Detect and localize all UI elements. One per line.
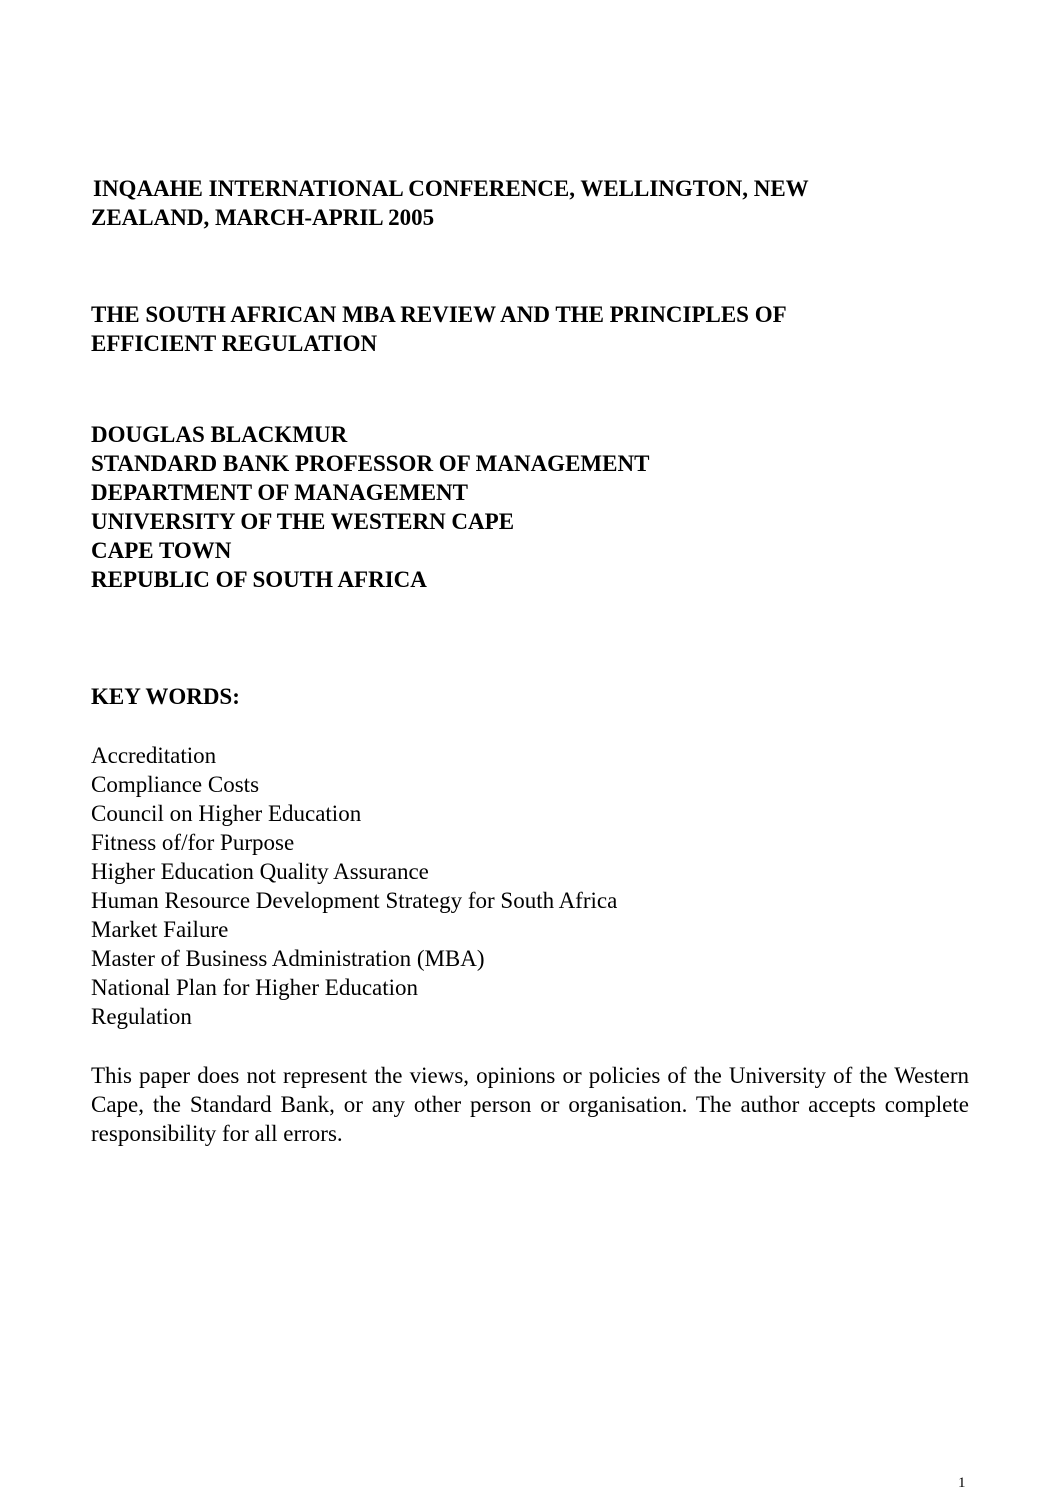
keyword-item: Compliance Costs [91, 772, 260, 797]
keywords-list [91, 741, 971, 1031]
author-country: REPUBLIC OF SOUTH AFRICA [91, 567, 427, 592]
keyword-item: Regulation [91, 1004, 192, 1029]
author-position: STANDARD BANK PROFESSOR OF MANAGEMENT [91, 451, 650, 476]
author-name: DOUGLAS BLACKMUR [91, 422, 348, 447]
keyword-item: Higher Education Quality Assurance [91, 859, 429, 884]
title-line: EFFICIENT REGULATION [91, 331, 378, 356]
author-city: CAPE TOWN [91, 538, 232, 563]
conference-line: INQAAHE INTERNATIONAL CONFERENCE, WELLINGTON, NEW [93, 176, 809, 201]
keyword-item: Human Resource Development Strategy for South Africa [91, 888, 618, 913]
conference-line: ZEALAND, MARCH-APRIL 2005 [91, 205, 435, 230]
keyword-item: Accreditation [91, 743, 217, 768]
author-department: DEPARTMENT OF MANAGEMENT [91, 480, 468, 505]
keyword-item: National Plan for Higher Education [91, 975, 419, 1000]
author-block [91, 420, 971, 594]
keyword-item: Fitness of/for Purpose [91, 830, 295, 855]
title-line: THE SOUTH AFRICAN MBA REVIEW AND THE PRINCIPLES OF [91, 302, 787, 327]
conference-heading [91, 174, 971, 232]
keyword-item: Master of Business Administration (MBA) [91, 946, 485, 971]
keyword-item: Market Failure [91, 917, 229, 942]
paper-title [91, 300, 971, 358]
keyword-item: Council on Higher Education [91, 801, 362, 826]
disclaimer-paragraph: This paper does not represent the views, opinions or policies of the University of the Western Cape, the Standard Bank, or any other person or organisation. The author accepts complete responsibility for all errors. [91, 1063, 969, 1146]
page-number: 1 [958, 1475, 966, 1491]
keywords-heading: KEY WORDS: [91, 684, 240, 709]
author-university: UNIVERSITY OF THE WESTERN CAPE [91, 509, 515, 534]
